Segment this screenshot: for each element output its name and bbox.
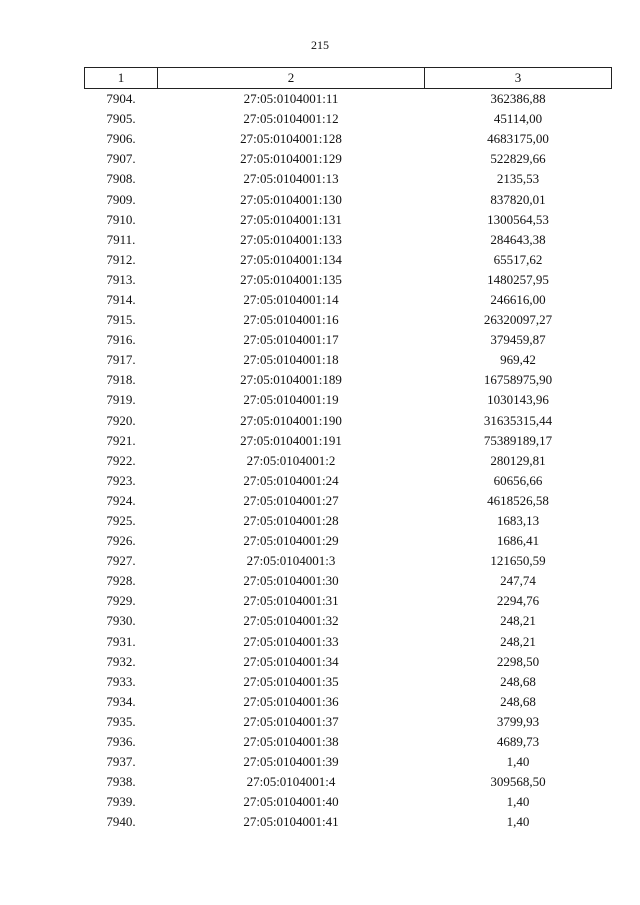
cadastral-number: 27:05:0104001:35 (243, 673, 339, 689)
cadastral-number: 27:05:0104001:133 (240, 231, 342, 247)
row-number: 7930. (106, 613, 136, 629)
value: 16758975,90 (483, 372, 553, 388)
value: 1300564,53 (487, 211, 549, 227)
cadastral-number: 27:05:0104001:40 (243, 794, 339, 810)
table-row (85, 772, 612, 792)
cadastral-number: 27:05:0104001:13 (243, 171, 339, 187)
table-row (85, 431, 612, 451)
cadastral-number: 27:05:0104001:2 (246, 452, 336, 468)
cadastral-number: 27:05:0104001:17 (243, 332, 339, 348)
value: 280129,81 (490, 452, 546, 468)
registry-table (84, 67, 612, 832)
value: 65517,62 (493, 251, 543, 267)
table-row (85, 189, 612, 209)
value: 2298,50 (496, 653, 540, 669)
row-number: 7913. (106, 271, 136, 287)
row-number: 7938. (106, 774, 136, 790)
table-row (85, 270, 612, 290)
value: 362386,88 (490, 91, 546, 107)
table-row (85, 129, 612, 149)
table-row (85, 89, 612, 110)
cadastral-number: 27:05:0104001:24 (243, 472, 339, 488)
row-number: 7923. (106, 472, 136, 488)
cadastral-number: 27:05:0104001:129 (240, 151, 342, 167)
table-row (85, 330, 612, 350)
cadastral-number: 27:05:0104001:189 (240, 372, 342, 388)
row-number: 7936. (106, 734, 136, 750)
value: 522829,66 (490, 151, 546, 167)
table-row (85, 732, 612, 752)
value: 309568,50 (490, 774, 546, 790)
value: 837820,01 (490, 191, 546, 207)
cadastral-number: 27:05:0104001:191 (240, 432, 342, 448)
cadastral-number: 27:05:0104001:34 (243, 653, 339, 669)
table-body (85, 89, 612, 833)
value: 2294,76 (496, 593, 540, 609)
cadastral-number: 27:05:0104001:131 (240, 211, 342, 227)
cadastral-number: 27:05:0104001:14 (243, 291, 339, 307)
table-row (85, 109, 612, 129)
table-row (85, 350, 612, 370)
row-number: 7926. (106, 533, 136, 549)
page-number: 215 (311, 38, 329, 52)
value: 379459,87 (490, 332, 546, 348)
value: 1,40 (506, 814, 530, 830)
value: 246616,00 (490, 291, 546, 307)
row-number: 7915. (106, 312, 136, 328)
row-number: 7917. (106, 352, 136, 368)
value: 45114,00 (493, 111, 543, 127)
cadastral-number: 27:05:0104001:32 (243, 613, 339, 629)
column-header-3: 3 (425, 68, 612, 89)
cadastral-number: 27:05:0104001:190 (240, 412, 342, 428)
value: 1030143,96 (487, 392, 549, 408)
value: 248,68 (500, 673, 536, 689)
value: 1,40 (506, 794, 530, 810)
row-number: 7907. (106, 151, 136, 167)
cadastral-number: 27:05:0104001:36 (243, 693, 339, 709)
table-row (85, 471, 612, 491)
row-number: 7914. (106, 291, 136, 307)
row-number: 7933. (106, 673, 136, 689)
value: 1683,13 (496, 513, 540, 529)
row-number: 7910. (106, 211, 136, 227)
table-row (85, 411, 612, 431)
table-row (85, 692, 612, 712)
table-row (85, 491, 612, 511)
cadastral-number: 27:05:0104001:134 (240, 251, 342, 267)
cadastral-number: 27:05:0104001:3 (246, 553, 336, 569)
row-number: 7906. (106, 131, 136, 147)
row-number: 7939. (106, 794, 136, 810)
table-row (85, 652, 612, 672)
value: 969,42 (500, 352, 536, 368)
value: 4683175,00 (487, 131, 549, 147)
value: 1480257,95 (487, 271, 549, 287)
table-row (85, 632, 612, 652)
column-header-1: 1 (85, 68, 158, 89)
cadastral-number: 27:05:0104001:128 (240, 131, 342, 147)
table-row (85, 531, 612, 551)
cadastral-number: 27:05:0104001:30 (243, 573, 339, 589)
value: 248,68 (500, 693, 536, 709)
row-number: 7937. (106, 754, 136, 770)
row-number: 7940. (106, 814, 136, 830)
row-number: 7924. (106, 492, 136, 508)
value: 121650,59 (490, 553, 546, 569)
table-header (85, 68, 612, 89)
table-row (85, 712, 612, 732)
value: 4689,73 (496, 734, 540, 750)
row-number: 7909. (106, 191, 136, 207)
value: 4618526,58 (487, 492, 549, 508)
row-number: 7922. (106, 452, 136, 468)
table-row (85, 451, 612, 471)
cadastral-number: 27:05:0104001:38 (243, 734, 339, 750)
value: 1,40 (506, 754, 530, 770)
cadastral-number: 27:05:0104001:135 (240, 271, 342, 287)
table-row (85, 210, 612, 230)
cadastral-number: 27:05:0104001:28 (243, 513, 339, 529)
cadastral-number: 27:05:0104001:18 (243, 352, 339, 368)
table-row (85, 551, 612, 571)
cadastral-number: 27:05:0104001:33 (243, 633, 339, 649)
value: 248,21 (500, 613, 536, 629)
cadastral-number: 27:05:0104001:130 (240, 191, 342, 207)
row-number: 7935. (106, 713, 136, 729)
column-header-2: 2 (158, 68, 425, 89)
row-number: 7932. (106, 653, 136, 669)
cadastral-number: 27:05:0104001:39 (243, 754, 339, 770)
cadastral-number: 27:05:0104001:12 (243, 111, 339, 127)
cadastral-number: 27:05:0104001:41 (243, 814, 339, 830)
row-number: 7912. (106, 251, 136, 267)
row-number: 7927. (106, 553, 136, 569)
row-number: 7905. (106, 111, 136, 127)
row-number: 7928. (106, 573, 136, 589)
cadastral-number: 27:05:0104001:29 (243, 533, 339, 549)
value: 26320097,27 (483, 312, 553, 328)
cadastral-number: 27:05:0104001:11 (243, 91, 339, 107)
table-row (85, 290, 612, 310)
value: 60656,66 (493, 472, 543, 488)
row-number: 7918. (106, 372, 136, 388)
cadastral-number: 27:05:0104001:37 (243, 713, 339, 729)
table-row (85, 149, 612, 169)
value: 284643,38 (490, 231, 546, 247)
table-row (85, 511, 612, 531)
cadastral-number: 27:05:0104001:4 (246, 774, 336, 790)
row-number: 7931. (106, 633, 136, 649)
row-number: 7916. (106, 332, 136, 348)
cadastral-number: 27:05:0104001:16 (243, 312, 339, 328)
table-row (85, 591, 612, 611)
row-number: 7908. (106, 171, 136, 187)
cadastral-number: 27:05:0104001:31 (243, 593, 339, 609)
value: 31635315,44 (483, 412, 553, 428)
table-row (85, 370, 612, 390)
row-number: 7929. (106, 593, 136, 609)
table-row (85, 250, 612, 270)
table-row (85, 792, 612, 812)
header-row (85, 68, 612, 89)
table-row (85, 672, 612, 692)
row-number: 7904. (106, 91, 136, 107)
row-number: 7925. (106, 513, 136, 529)
cadastral-number: 27:05:0104001:27 (243, 492, 339, 508)
table-row (85, 571, 612, 591)
row-number: 7920. (106, 412, 136, 428)
row-number: 7919. (106, 392, 136, 408)
table-row (85, 611, 612, 631)
table-row (85, 230, 612, 250)
row-number: 7921. (106, 432, 136, 448)
table-row (85, 390, 612, 410)
cadastral-number: 27:05:0104001:19 (243, 392, 339, 408)
value: 1686,41 (496, 533, 540, 549)
row-number: 7911. (106, 231, 136, 247)
table-row (85, 752, 612, 772)
table-row (85, 310, 612, 330)
row-number: 7934. (106, 693, 136, 709)
value: 3799,93 (496, 713, 540, 729)
value: 247,74 (500, 573, 536, 589)
value: 75389189,17 (483, 432, 553, 448)
table-row (85, 812, 612, 832)
table-row (85, 169, 612, 189)
value: 248,21 (500, 633, 536, 649)
value: 2135,53 (496, 171, 540, 187)
